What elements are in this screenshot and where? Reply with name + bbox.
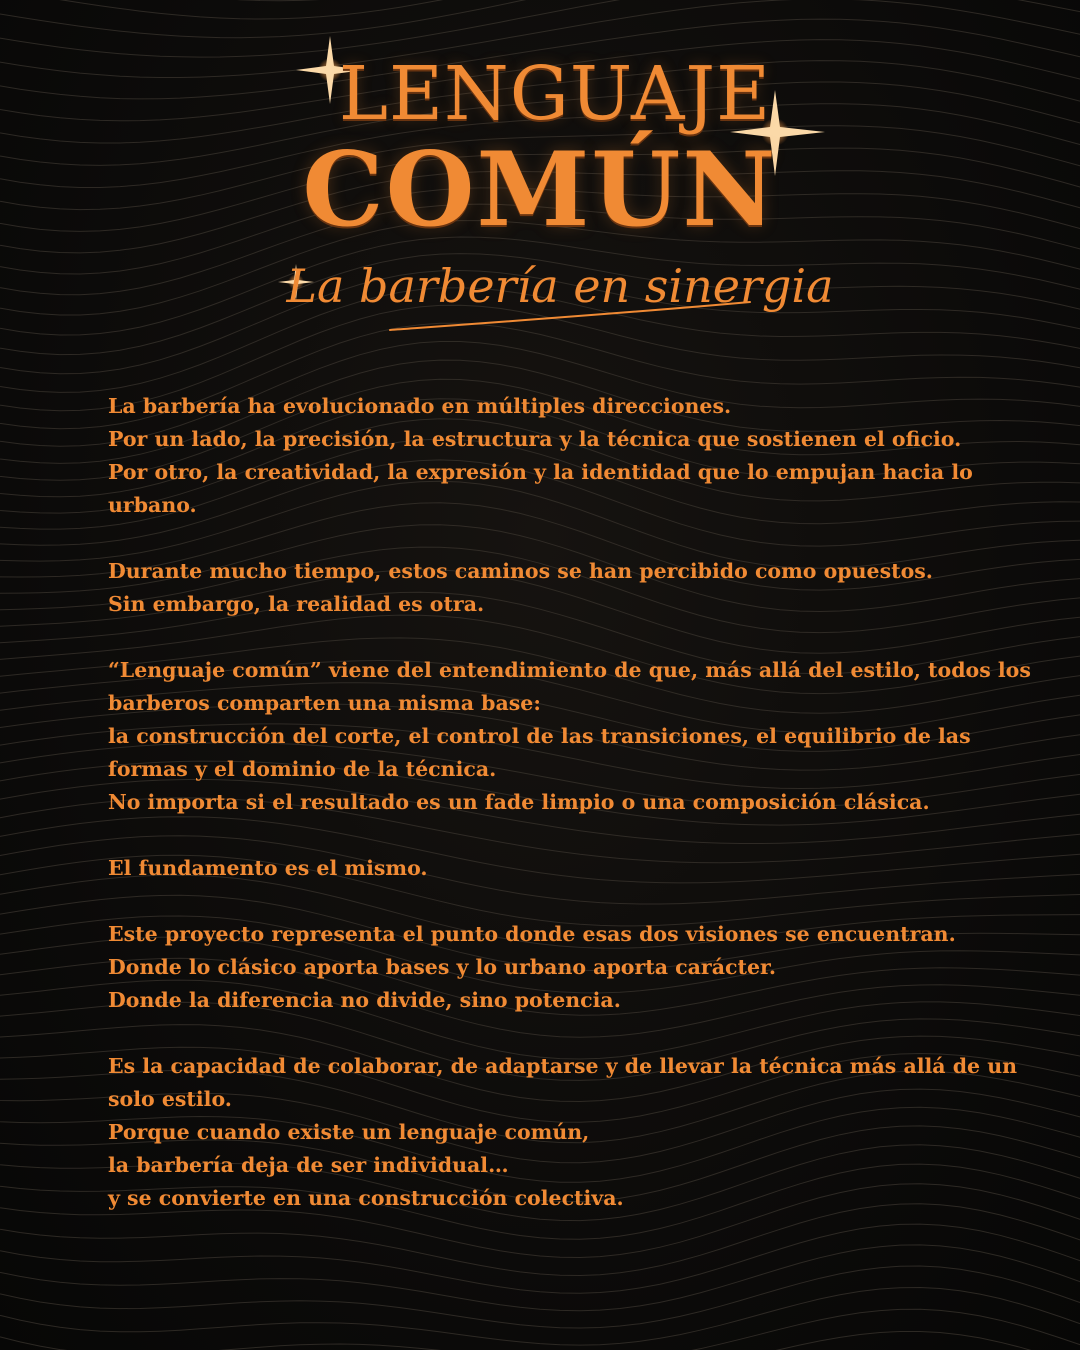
paragraph [108, 555, 968, 621]
subtitle-swash-decoration [380, 300, 760, 340]
paragraph-line: Donde lo clásico aporta bases y lo urbano aporta carácter. [108, 955, 777, 979]
paragraph-line: barberos comparten una misma base: [108, 691, 541, 715]
paragraph-line: La barbería ha evolucionado en múltiples direcciones. [108, 394, 732, 418]
paragraph-line: Es la capacidad de colaborar, de adaptarse y de llevar la técnica más allá de un [108, 1054, 1018, 1078]
wave-line [0, 1332, 1080, 1350]
wave-line [0, 1288, 1080, 1346]
paragraph-line: solo estilo. [108, 1087, 232, 1111]
paragraph [108, 1050, 1018, 1215]
paragraph [108, 390, 973, 522]
paragraph [108, 654, 1031, 819]
paragraph-line: Por un lado, la precisión, la estructura y la técnica que sostienen el oficio. [108, 427, 962, 451]
paragraph-line: y se convierte en una construcción colectiva. [108, 1186, 624, 1210]
paragraph [108, 852, 968, 885]
wave-line [0, 1266, 1080, 1328]
paragraph-line: Este proyecto representa el punto donde esas dos visiones se encuentran. [108, 922, 956, 946]
paragraph [108, 918, 968, 1017]
paragraph-line: Sin embargo, la realidad es otra. [108, 592, 485, 616]
title-block [0, 51, 1080, 250]
paragraph-line: formas y el dominio de la técnica. [108, 757, 497, 781]
paragraph-line: la construcción del corte, el control de las transiciones, el equilibrio de las [108, 724, 971, 748]
paragraph-line: urbano. [108, 493, 197, 517]
subtitle: La barbería en sinergia [286, 259, 834, 313]
paragraph-line: “Lenguaje común” viene del entendimiento de que, más allá del estilo, todos los [108, 658, 1031, 682]
paragraph-line: El fundamento es el mismo. [108, 856, 428, 880]
wave-line [0, 1245, 1080, 1311]
paragraph-line: Durante mucho tiempo, estos caminos se han percibido como opuestos. [108, 559, 933, 583]
paragraph-line: Donde la diferencia no divide, sino potencia. [108, 988, 621, 1012]
paragraph-line: Porque cuando existe un lenguaje común, [108, 1120, 590, 1144]
title-line-2: COMÚN [302, 130, 778, 250]
body-text [108, 390, 1031, 1248]
paragraph-line: la barbería deja de ser individual… [108, 1153, 509, 1177]
paragraph-line: No importa si el resultado es un fade limpio o una composición clásica. [108, 790, 930, 814]
title-line-1: LENGUAJE [338, 51, 772, 137]
paragraph-line: Por otro, la creatividad, la expresión y la identidad que lo empujan hacia lo [108, 460, 973, 484]
